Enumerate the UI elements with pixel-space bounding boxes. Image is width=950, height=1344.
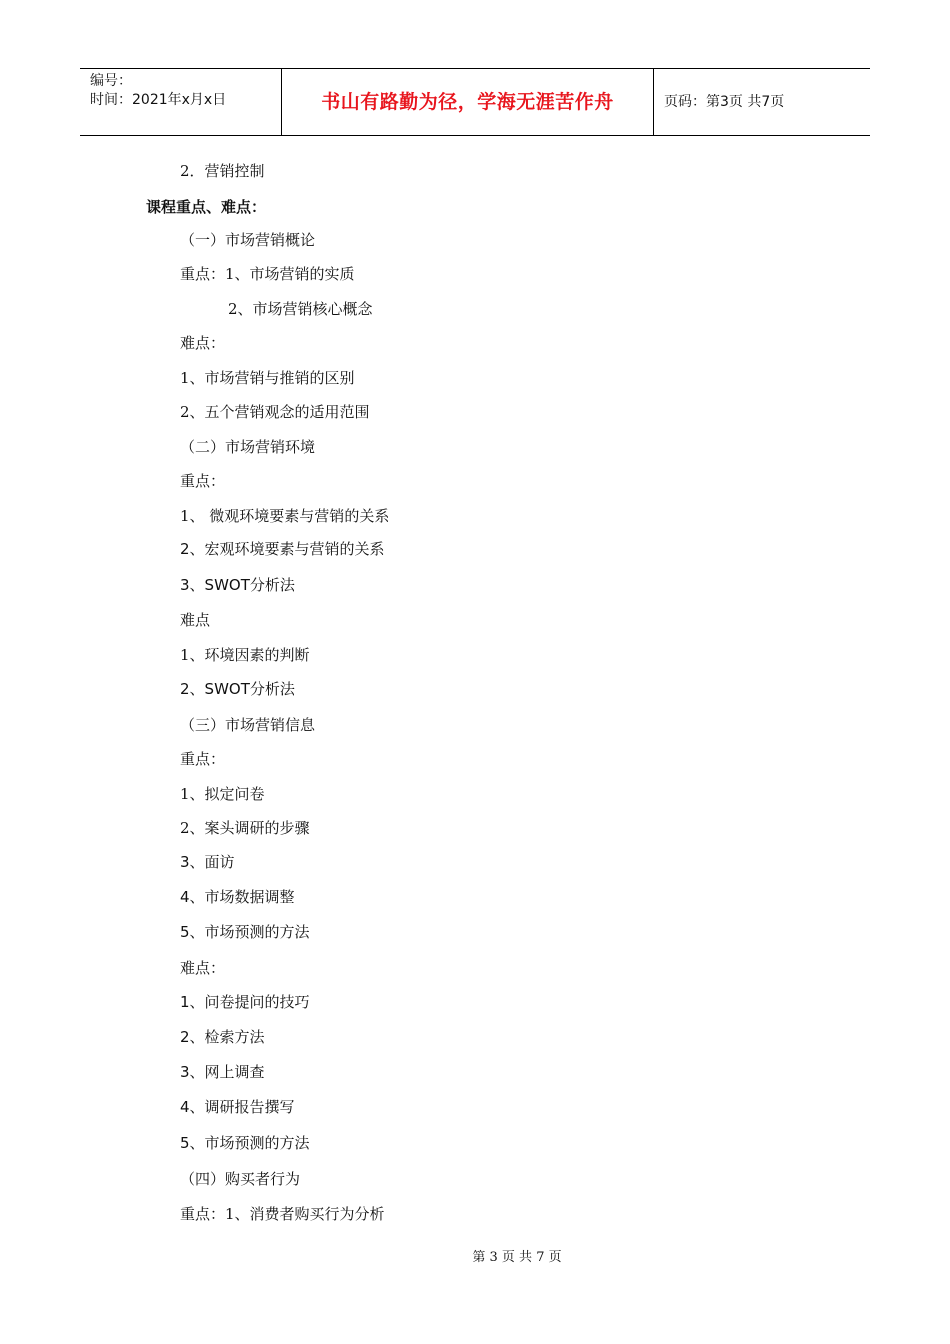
body-line: 2．营销控制 [180,162,265,180]
body-line: 5、市场预测的方法 [180,923,310,941]
body-line: 4、调研报告撰写 [180,1098,295,1116]
body-line: 3、面访 [180,853,235,871]
body-line: 2、宏观环境要素与营销的关系 [180,540,385,558]
body-line: 4、市场数据调整 [180,888,295,906]
body-line: 1、问卷提问的技巧 [180,993,310,1011]
body-line: 1、环境因素的判断 [180,646,310,664]
chapter-title: （一）市场营销概论 [180,231,316,249]
chapter-title: （三）市场营销信息 [180,716,316,734]
body-line: 2、检索方法 [180,1028,265,1046]
body-line: 1、 微观环境要素与营销的关系 [180,507,390,525]
body-line: 5、市场预测的方法 [180,1134,310,1152]
header-page-info: 页码：第3页 共7页 [664,94,785,110]
body-line: 难点： [180,334,226,352]
body-line: 1、拟定问卷 [180,785,265,803]
body-line: 重点： [180,750,226,768]
body-line: 2、案头调研的步骤 [180,819,310,837]
document-header [80,68,870,136]
section-heading: 课程重点、难点： [146,198,267,216]
chapter-title: （二）市场营销环境 [180,438,316,456]
body-line: 重点： [180,472,226,490]
body-line: 3、SWOT分析法 [180,576,295,594]
body-line: 重点：1、市场营销的实质 [180,265,355,283]
page-footer: 第 3 页 共 7 页 [472,1250,562,1265]
body-line: 难点 [180,611,211,629]
body-line: 3、网上调查 [180,1063,265,1081]
header-motto: 书山有路勤为径，学海无涯苦作舟 [282,69,654,135]
header-meta-cell [80,69,282,135]
body-line: 1、市场营销与推销的区别 [180,369,355,387]
body-line: 2、五个营销观念的适用范围 [180,403,370,421]
code-label: 编号： [90,73,132,89]
chapter-title: （四）购买者行为 [180,1170,301,1188]
body-line: 难点： [180,959,226,977]
body-line: 2、SWOT分析法 [180,680,295,698]
date-label: 时间：2021年x月x日 [90,92,227,108]
body-line: 重点：1、消费者购买行为分析 [180,1205,385,1223]
body-line: 2、市场营销核心概念 [228,300,373,318]
